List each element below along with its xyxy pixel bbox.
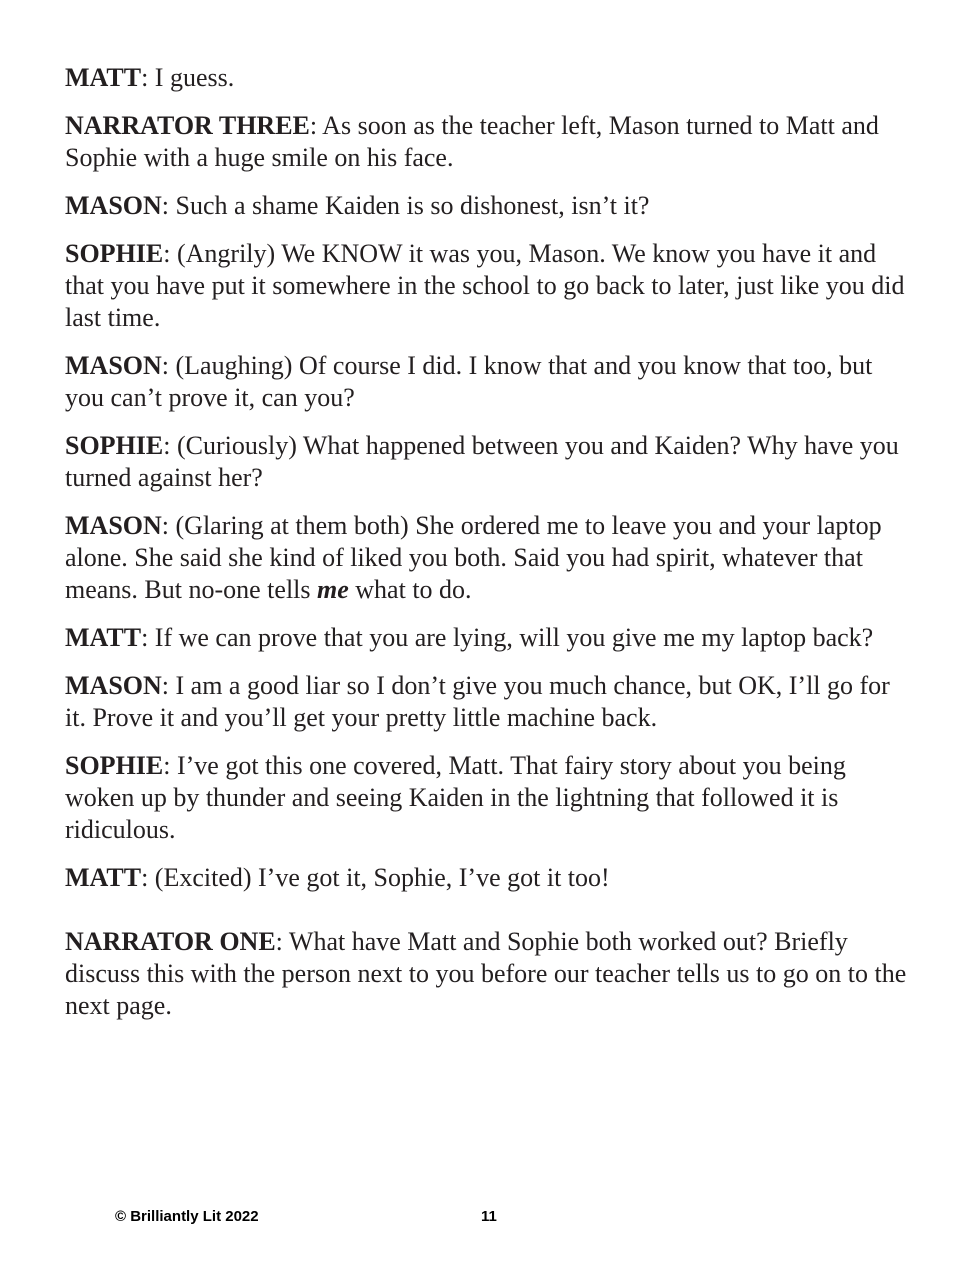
script-line [65,750,915,846]
footer-copyright: © Brilliantly Lit 2022 [115,1208,259,1225]
dialogue-text: : If we can prove that you are lying, will you give me my laptop back? [141,623,874,652]
speaker-name: MASON [65,191,162,220]
speaker-name: SOPHIE [65,751,164,780]
script-page [65,62,915,1038]
emphasized-word: me [317,575,349,604]
dialogue-text: : (Laughing) Of course I did. I know that and you know that too, but you can’t prove it, can you? [65,351,873,412]
speaker-name: MASON [65,511,162,540]
script-line [65,430,915,494]
script-line [65,926,915,1022]
dialogue-text: : I’ve got this one covered, Matt. That fairy story about you being woken up by thunder and seeing Kaiden in the lightning that followed it is ridiculous. [65,751,846,844]
dialogue-text: : I am a good liar so I don’t give you much chance, but OK, I’ll go for it. Prove it and you’ll get your pretty little machine back. [65,671,890,732]
dialogue-text: : (Curiously) What happened between you and Kaiden? Why have you turned against her? [65,431,899,492]
dialogue-text: : Such a shame Kaiden is so dishonest, isn’t it? [161,191,650,220]
script-line [65,670,915,734]
script-line [65,622,915,654]
dialogue-text: : What have Matt and Sophie both worked out? Briefly discuss this with the person next to you before our teacher tells us to go on to the next page. [65,927,907,1020]
dialogue-text: : (Excited) I’ve got it, Sophie, I’ve got it too! [141,863,610,892]
speaker-name: MATT [65,863,142,892]
speaker-name: MASON [65,671,162,700]
dialogue-text: : (Angrily) We KNOW it was you, Mason. We know you have it and that you have put it somewhere in the school to go back to later, just like you did last time. [65,239,905,332]
script-line [65,62,915,94]
speaker-name: MATT [65,623,142,652]
page-number: 11 [481,1208,497,1225]
speaker-name: SOPHIE [65,239,164,268]
speaker-name: NARRATOR ONE [65,927,276,956]
speaker-name: MATT [65,63,142,92]
speaker-name: MASON [65,351,162,380]
script-line [65,862,915,894]
dialogue-text: : I guess. [141,63,235,92]
script-line [65,238,915,334]
dialogue-text: : As soon as the teacher left, Mason turned to Matt and Sophie with a huge smile on his face. [65,111,879,172]
script-line [65,190,915,222]
speaker-name: SOPHIE [65,431,164,460]
dialogue-text: what to do. [348,575,472,604]
dialogue-text: : (Glaring at them both) She ordered me to leave you and your laptop alone. She said she kind of liked you both. Said you had spirit, whatever that means. But no-one tells [65,511,882,604]
script-line [65,510,915,606]
script-line [65,350,915,414]
speaker-name: NARRATOR THREE [65,111,310,140]
script-line [65,110,915,174]
